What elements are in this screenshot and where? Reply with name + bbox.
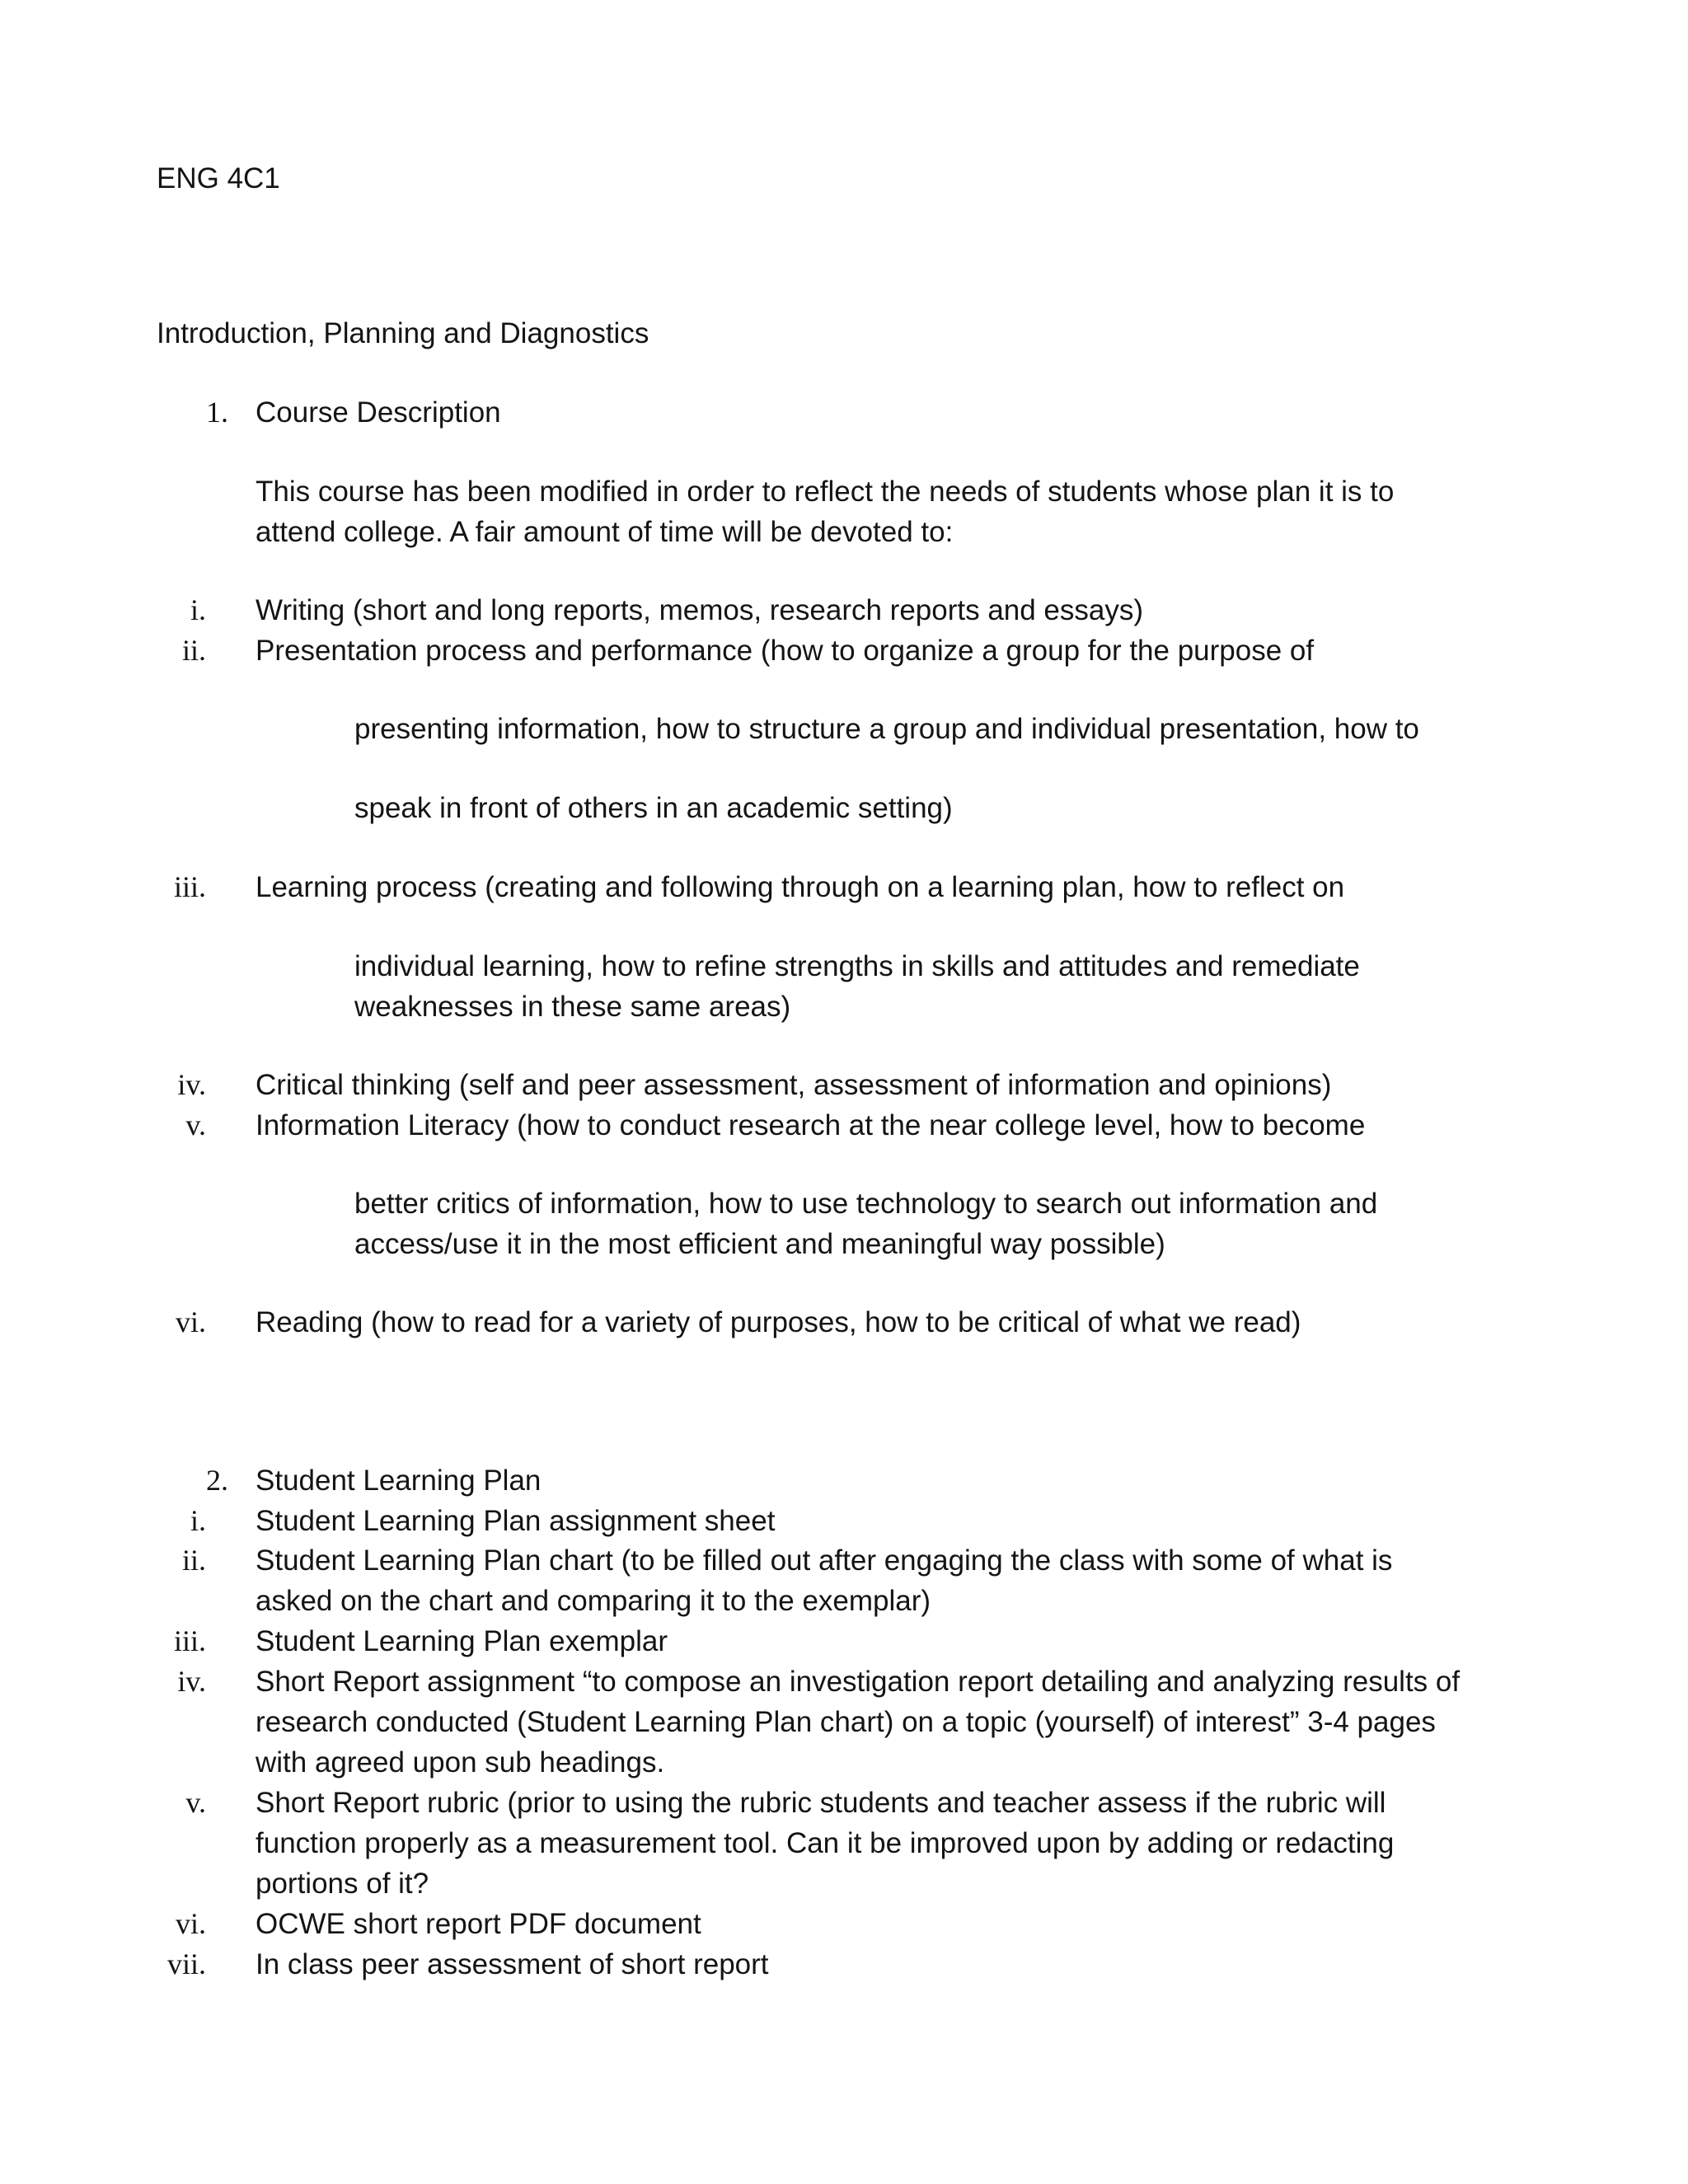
list-marker: iv. <box>177 1665 206 1698</box>
course-description-line: This course has been modified in order to reflect the needs of students whose plan it is to <box>256 476 1395 508</box>
list-item-text: In class peer assessment of short report <box>256 1948 769 1980</box>
list-item-text: better critics of information, how to use technology to search out information and <box>354 1188 1378 1220</box>
list-marker: v. <box>185 1786 206 1819</box>
list-item-text: OCWE short report PDF document <box>256 1908 701 1940</box>
list-item-text: presenting information, how to structure a group and individual presentation, how to <box>354 713 1419 745</box>
list-item-text: asked on the chart and comparing it to the exemplar) <box>256 1585 931 1617</box>
list-item-text: Short Report assignment “to compose an investigation report detailing and analyzing results of <box>256 1666 1461 1698</box>
list-marker: vii. <box>166 1947 206 1980</box>
section2-marker: 2. <box>206 1464 228 1497</box>
list-item-text: portions of it? <box>256 1868 429 1900</box>
course-code: ENG 4C1 <box>157 162 280 194</box>
list-item-text: research conducted (Student Learning Plan chart) on a topic (yourself) of interest” 3-4 pages <box>256 1706 1436 1738</box>
list-marker: iv. <box>177 1068 206 1101</box>
list-marker: iii. <box>173 870 206 903</box>
list-marker: vi. <box>175 1907 206 1940</box>
section2-heading: Student Learning Plan <box>256 1465 542 1497</box>
list-marker: i. <box>190 593 206 626</box>
list-marker: ii. <box>181 634 206 667</box>
list-marker: v. <box>185 1108 206 1141</box>
list-item-text: Learning process (creating and following through on a learning plan, how to reflect on <box>256 871 1345 903</box>
list-item-text: individual learning, how to refine strengths in skills and attitudes and remediate <box>354 950 1360 982</box>
list-item-text: Information Literacy (how to conduct research at the near college level, how to become <box>256 1109 1366 1141</box>
section1-heading: Course Description <box>256 396 501 429</box>
list-item-text: Student Learning Plan assignment sheet <box>256 1505 776 1537</box>
section-title: Introduction, Planning and Diagnostics <box>157 317 649 349</box>
list-item-text: weaknesses in these same areas) <box>354 991 791 1023</box>
list-marker: ii. <box>181 1544 206 1577</box>
list-item-text: Short Report rubric (prior to using the rubric students and teacher assess if the rubric will <box>256 1787 1386 1819</box>
list-item-text: Critical thinking (self and peer assessment, assessment of information and opinions) <box>256 1069 1332 1101</box>
list-item-text: Presentation process and performance (how to organize a group for the purpose of <box>256 635 1315 667</box>
list-item-text: Writing (short and long reports, memos, research reports and essays) <box>256 594 1144 626</box>
list-item-text: Reading (how to read for a variety of purposes, how to be critical of what we read) <box>256 1306 1301 1338</box>
section1-marker: 1. <box>206 396 228 429</box>
list-item-text: function properly as a measurement tool. Can it be improved upon by adding or redacting <box>256 1827 1395 1859</box>
list-item-text: speak in front of others in an academic setting) <box>354 792 953 824</box>
course-description-line: attend college. A fair amount of time will be devoted to: <box>256 516 954 548</box>
list-item-text: access/use it in the most efficient and meaningful way possible) <box>354 1228 1165 1260</box>
list-marker: iii. <box>173 1624 206 1657</box>
list-item-text: with agreed upon sub headings. <box>256 1746 665 1779</box>
list-marker: i. <box>190 1504 206 1537</box>
list-item-text: Student Learning Plan exemplar <box>256 1625 668 1657</box>
list-marker: vi. <box>175 1305 206 1338</box>
list-item-text: Student Learning Plan chart (to be filled out after engaging the class with some of what is <box>256 1544 1393 1577</box>
